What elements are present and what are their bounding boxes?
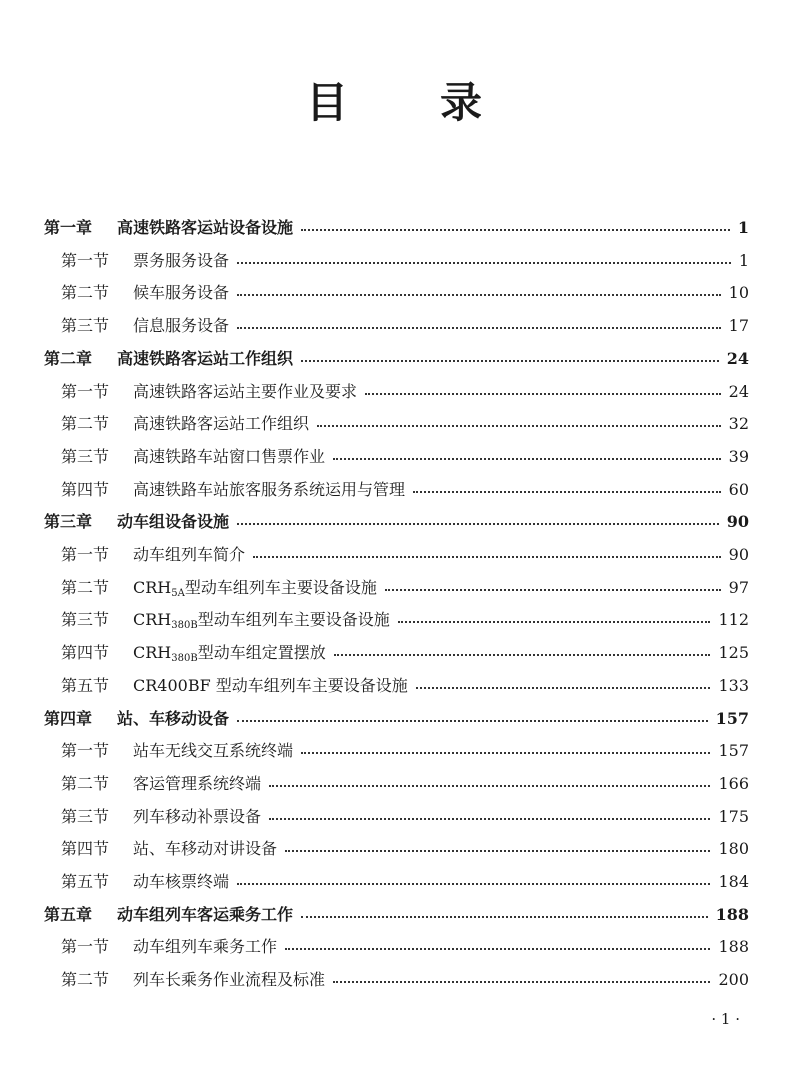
toc-entry-title: 动车组列车乘务工作 [133,937,278,957]
toc-entry-number: 第四节 [61,643,110,663]
toc-page-number: 188 [718,937,749,957]
toc-leader-dots [413,491,721,493]
toc-leader-dots [237,327,721,329]
toc-entry-title-prefix: CRH [133,577,172,597]
toc-entry-title: 客运管理系统终端 [133,773,262,793]
toc-leader-dots [333,981,710,983]
toc-section-row[interactable] [0,735,790,767]
toc-page-number: 133 [718,675,749,695]
toc-section-row[interactable] [0,245,790,277]
toc-entry-number: 第三节 [61,446,110,466]
toc-page-number: 200 [718,970,749,990]
toc-page-number: 24 [728,381,749,401]
toc-entry-number: 第三节 [61,806,110,826]
toc-entry-title: 站、车移动设备 [117,708,230,728]
toc-page-number: 188 [715,904,749,924]
toc-section-row[interactable] [0,637,790,669]
toc-page-number: 97 [728,577,749,597]
toc-section-row[interactable] [0,931,790,963]
toc-entry-number: 第二节 [61,577,110,597]
toc-entry-title-prefix: CRH [133,643,172,663]
toc-chapter-row[interactable] [0,212,790,244]
toc-leader-dots [237,523,719,525]
toc-page-number: 24 [726,348,749,368]
toc-entry-title: 高速铁路客运站设备设施 [117,218,294,237]
toc-entry-number: 第一节 [61,741,110,761]
toc-leader-dots [301,229,730,231]
toc-leader-dots [237,720,708,722]
toc-leader-dots [333,458,721,460]
toc-leader-dots [285,850,710,852]
toc-entry-title [133,637,326,669]
toc-entry-title: 票务服务设备 [133,250,230,270]
toc-entry-title-suffix: 型动车组定置摆放 [197,643,326,663]
toc-section-row[interactable] [0,801,790,833]
toc-section-row[interactable] [0,833,790,865]
toc-leader-dots [269,785,710,787]
toc-entry-title-subscript: 5A [171,587,185,599]
toc-entry-number: 第四节 [61,839,110,859]
page-title [0,70,790,130]
toc-leader-dots [301,752,710,754]
toc-leader-dots [416,687,710,689]
toc-page-number: 157 [718,741,749,761]
toc-section-row[interactable] [0,866,790,898]
toc-entry-title: 候车服务设备 [133,283,230,303]
toc-page-number: 90 [728,545,749,564]
toc-page-number: 10 [728,283,749,303]
toc-leader-dots [317,425,721,427]
toc-entry-title: 动车组设备设施 [117,512,230,532]
toc-entry-number: 第一节 [61,250,110,270]
toc-chapter-row[interactable] [0,703,790,735]
toc-section-row[interactable] [0,474,790,506]
toc-entry-title: 动车核票终端 [133,872,230,891]
toc-leader-dots [253,556,721,558]
toc-entry-title: 高速铁路客运站工作组织 [133,414,310,434]
toc-entry-title: CR400BF 型动车组列车主要设备设施 [133,675,408,695]
toc-section-row[interactable] [0,441,790,473]
toc-entry-number: 第三节 [61,316,110,336]
toc-leader-dots [301,916,708,918]
toc-leader-dots [398,621,710,623]
toc-entry-number: 第二节 [61,414,110,434]
toc-entry-title: 高速铁路车站旅客服务系统运用与管理 [133,479,406,499]
toc-page-number: 112 [718,610,749,630]
toc-entry-title-suffix: 型动车组列车主要设备设施 [184,577,377,597]
toc-entry-title: 高速铁路车站窗口售票作业 [133,446,326,466]
toc-chapter-row[interactable] [0,899,790,931]
toc-leader-dots [237,262,731,264]
toc-entry-number: 第二节 [61,283,110,303]
toc-entry-title-prefix: CRH [133,610,172,630]
toc-entry-number: 第三节 [61,610,110,630]
toc-leader-dots [237,883,710,885]
toc-entry-title: 站车无线交互系统终端 [133,741,294,761]
toc-entry-title: 列车长乘务作业流程及标准 [133,970,326,990]
toc-section-row[interactable] [0,376,790,408]
toc-entry-title [133,604,390,636]
toc-section-row[interactable] [0,964,790,996]
toc-section-row[interactable] [0,310,790,342]
toc-entry-number: 第二章 [44,348,93,368]
toc-page-number: 17 [728,316,749,336]
toc-entry-title: 列车移动补票设备 [133,806,262,826]
toc-page-number: 90 [726,512,749,532]
toc-page-number: 60 [728,479,749,499]
toc-entry-title: 高速铁路客运站工作组织 [117,348,294,368]
toc-chapter-row[interactable] [0,506,790,538]
page-number: · 1 · [711,1010,740,1028]
toc-entry-number: 第二节 [61,970,110,990]
title-char-1: 目 [305,78,350,127]
toc-entry-title: 动车组列车客运乘务工作 [117,904,294,924]
toc-entry-title: 信息服务设备 [133,316,230,336]
toc-entry-title: 高速铁路客运站主要作业及要求 [133,381,358,401]
toc-section-row[interactable] [0,768,790,800]
toc-section-row[interactable] [0,670,790,702]
toc-entry-number: 第一章 [44,218,93,237]
toc-leader-dots [334,654,710,656]
toc-entry-title-subscript: 380B [171,620,198,632]
toc-page-number: 184 [718,872,749,891]
toc-entry-title-suffix: 型动车组列车主要设备设施 [197,610,390,630]
toc-section-row[interactable] [0,539,790,571]
toc-leader-dots [365,393,721,395]
toc-page-number: 175 [718,806,749,826]
toc-page-number: 180 [718,839,749,859]
title-char-2: 录 [440,78,485,127]
toc-section-row[interactable] [0,408,790,440]
toc-entry-number: 第五节 [61,675,110,695]
toc-chapter-row[interactable] [0,343,790,375]
toc-page-number: 32 [728,414,749,434]
toc-entry-number: 第一节 [61,381,110,401]
toc-entry-number: 第四节 [61,479,110,499]
toc-entry-number: 第一节 [61,937,110,957]
toc-entry-title: 动车组列车简介 [133,545,246,564]
toc-page-number: 166 [718,773,749,793]
toc-entry-title: 站、车移动对讲设备 [133,839,278,859]
toc-page-number: 1 [737,218,749,237]
toc-section-row[interactable] [0,604,790,636]
toc-section-row[interactable] [0,277,790,309]
toc-leader-dots [237,294,721,296]
toc-entry-number: 第一节 [61,545,110,564]
toc-entry-number: 第五章 [44,904,93,924]
toc-page-number: 125 [718,643,749,663]
toc-page-number: 39 [728,446,749,466]
toc-entry-number: 第三章 [44,512,93,532]
toc-entry-number: 第四章 [44,708,93,728]
toc-section-row[interactable] [0,572,790,604]
toc-leader-dots [385,589,721,591]
toc-leader-dots [301,360,719,362]
toc-entry-number: 第五节 [61,872,110,891]
toc-leader-dots [269,818,710,820]
toc-entry-title [133,572,377,604]
toc-entry-title-subscript: 380B [171,653,198,665]
toc-entry-number: 第二节 [61,773,110,793]
toc-leader-dots [285,948,710,950]
toc-page-number: 1 [738,250,749,270]
toc-page-number: 157 [715,708,749,728]
